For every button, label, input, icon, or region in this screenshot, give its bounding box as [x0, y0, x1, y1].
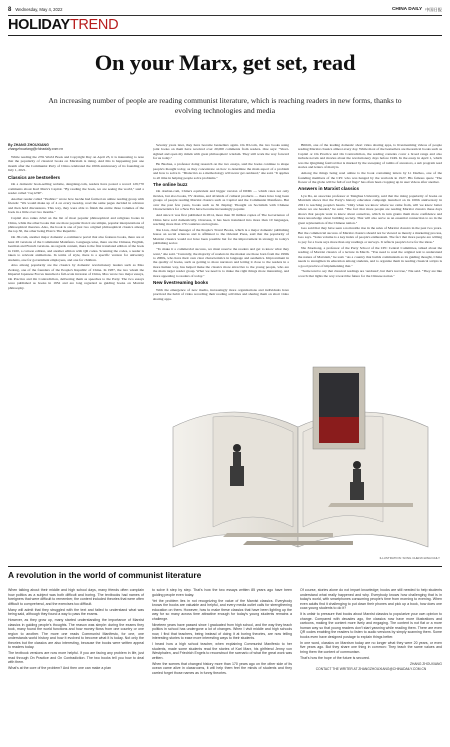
sidebar-column-1: [8, 588, 144, 738]
article-subheading: Answers in Marxist classics: [298, 186, 360, 192]
article-column-1: [8, 143, 144, 548]
section-divider: [8, 35, 442, 36]
article-headline: On your Marx, get set, read: [94, 50, 356, 75]
section-title: [8, 18, 118, 33]
article-column-2: [153, 143, 289, 373]
article-subheading: The online buzz: [153, 182, 188, 188]
article-paragraph: Nie Xiaohong, a professor of the Party School of the CPC Central Committee, talked about the reading of Marxist classics of a lecture in March. "You need to read the original text to understand the nature of Marxism," he said. "As a country that builds communism as its guiding thought, China needs to strengthen its education among students, and to organize them in reading classical scripts is a good practice of implementing that.": [298, 245, 442, 268]
sidebar-paragraph: Yet the problem lies in not recognizing the value of the Marxist classics. Everybody knows the books are valuable and helpful, and every media outlet calls for strengthening education on them. However, how to make these classics that have been lighting up the way for so many across time attractive enough for today's young students remains a challenge.: [152, 598, 292, 621]
sidebar-paragraph: to solve it step by step. That's how the two essays written 85 years ago have been guiding people even today.: [152, 588, 292, 597]
article-paragraph: Xie Lian, chief manager of the People's Travel Books, which is a major domestic publishing house on social sciences and is affiliated to the Oriental Press, said that the popularity of Marxist classics would not have been possible but for the improvement in strategy in today's publishing sector.: [153, 227, 289, 246]
sidebar-paragraph: Nineteen years have passed since I graduated from high school, and the way they teach politics in school has undergone a lot of changes. When I visit middle and high schools now, I find that teachers, being instead of doing it at boring theories, are now telling interesting stories to ease more interesting ways to their students.: [152, 622, 292, 641]
sidebar-paragraph: What's at the core of the problem? And then one can make a plan: [8, 666, 112, 671]
sidebar-paragraph: I heard how a high school teacher, when explaining Communist Manifesto to her students, made some students read the stories of Karl Marx, his girlfriend Jenny von Westphalen, and Friedrich Engels to reconstruct the scenario of what the great work was written.: [152, 642, 292, 660]
sidebar-paragraph: Many will admit that they struggled with the text and failed to understand what was being said, although they found a way to pass the exams.: [8, 607, 144, 617]
page-date: Wednesday, May 4, 2022: [15, 7, 63, 12]
article-paragraph: Among the things being read online is the book containing letters by Li Dazhao, one of the founding members of the CPC who was hanged by the warlords in 1927. His famous quote "The flower of the globe will be full of red flags" has often been cropping up in user videos after another.: [298, 171, 442, 185]
article-paragraph: "Some tend to say that classical readings are 'outdated', but that's not true," Nie said. "They are like a torch that lights the way toward the future for the Chinese nation.": [298, 269, 442, 278]
sidebar-paragraph: In one word, classics on Marxism today are no longer what they were 20 years, or even five years ago. But they share one thing in common: They teach the same values and bring them the content of communism.: [300, 640, 442, 654]
article-paragraph: On douban.com, China's equivalent and bigger version of IMDb — which rates not only movies, but also books, TV dramas, and all kinds of cultural products — there have long been groups of people reading Marxist classics such as Capital and the Communist Manifesto. But over the past few years, books such as Xi Jinping: Thought on Socialism with Chinese Characteristics for a New Era have become increasingly popular.: [153, 189, 289, 212]
sidebar-story: [8, 566, 442, 738]
sidebar-signature: ZHANG ZHOUXIANG: [409, 662, 442, 667]
article-paragraph: On a domestic book-selling website, dangdang.com, readers have posted a record 129,770 comments about Karl Marx's Capital. "By reading the book, we are seeing the world," said a reader called "csq1230".: [8, 182, 144, 196]
article-paragraph: Bilibili, one of the leading domestic short video sharing apps, is livestreaming videos of people reading Marxist classics almost every day. While most of the bestsellers are theoretical books such as Capital or On Practice and On Contradiction, the reading contents cover a broad range and also include novels and movies about the revolutionary days before 1949. In the essay in April 1, which was the Qingming festival that is marked by the sweeping of tombs of ancestors, a sub program read stories and letters of martyrs.: [298, 143, 442, 170]
page-topbar: [8, 5, 442, 14]
article-paragraph: And since it was first published in 2014, more than 30 million copies of The Governance of China have sold domestically. Overseas, it has been translated into more than 10 languages, reaching more than 170 countries and regions.: [153, 213, 289, 227]
article-paragraph: Another reader called "Yeahbro" wrote how he/she had formed an online reading group with friends: "We would make up of 4 on every tuesday, read the same pages decided in advance and then hold discussions. This way, they were able to finish the entire three volumes of the book in a little over two months.": [8, 196, 144, 215]
article-deck: An increasing number of people are reading communist literature, which is reaching readers in new forms, thanks to evolving technologies and media: [48, 96, 402, 115]
illustration-credit: ILLUSTRATION: SONG CHEN/CHINA DAILY: [379, 556, 440, 560]
article-paragraph: Seventy years later, they have become bestsellers again. On JD.com, the two books using joint books on them have received over 20,000 comments from readers. One says: "Short-sighted and open my minds with great philosophers' wisdom. They still work the way forward for us today.": [153, 143, 289, 161]
article-paragraph: Capital also ranks 22nd on the list of most popular philosophical and religious books in China, while the other books that are more popular than it are simple, popular interpretations of philosophical theories. Also, the book is one of just two original philosophical classics among the top 30, the other being Plato's The Republic.: [8, 216, 144, 234]
sidebar-paragraph: The textbook versions are now more helpful. If you are facing any problem in life, just read through On Practice and On Contradiction. The two books tell you how to deal with them.: [8, 651, 144, 665]
sidebar-paragraph: That's how the hope of the future is secured.: [300, 655, 370, 660]
sidebar-paragraph: When the scenes that changed history more than 170 years ago on the other side of its ocean came alive in classrooms, it will help them feel the minds of students and they carried forget those names as in funny theories.: [152, 661, 292, 675]
article-subheading: Classics are bestsellers: [8, 174, 61, 180]
section-title-part1: HOLIDAY: [8, 17, 70, 33]
article-paragraph: With the emergence of new media, increasingly more organizations and individuals have practiced the habit of video recording their reading activities and sharing them on short video sharing apps.: [153, 287, 289, 301]
section-title-part2: TREND: [69, 17, 119, 33]
article-byline: By ZHANG ZHOUXIANG: [8, 143, 49, 147]
sidebar-column-2: [152, 588, 292, 738]
sidebar-column-3: [300, 588, 442, 738]
topbar-divider: [8, 15, 442, 16]
article-paragraph: While reading the 27th World Book and Copyright Day on April 23, it is interesting to note that the popularity of classical books on Marxism is rising. And this is happening just one month after the Communist Party of China celebrated the 100th anniversary of its founding on July 1, 2021.: [8, 154, 144, 173]
page-number: 8: [8, 6, 12, 13]
article-paragraph: "To make it a commercial success, we must reserve the readers and get to know what they want," she said. "Currently, the majority of readers in the market are those born from the 1990s to 2000s, who have their own clear characteristics in language and aesthetics. Improvement in the quality of books, such as getting to more narrators and letting it close to the readers in a more human way, has helped make the classics more attractive to the young people, who are the main target reader group. What we need is to make the right things more interesting, and more appealing to readers of today.": [153, 247, 289, 278]
article-paragraph: Lyu Da, an associate professor at Tsinghua University, said that the rising popularity of books on Marxism shows that the Party's history education campaign launched on its 100th anniversary in 2021 is reaching people's hearts. "Only when we know where we came from, will we know better where we are headed," he said. "The fact that more people are reading Marxist classics these days shows that people want to know about ourselves, which in turn grants them more confidence and more knowledge about building society. That will also serve as an essential connection to us in the great rejuvenation of the Chinese nation.": [298, 193, 442, 225]
article-paragraph: Also among popularity are the classics by domestic revolutionary leaders such as Mao Zedong, one of the founders of the People's Republic of China. In 1987, the two whom the Imperial Japanese Forces launched a full-scale invasion of China, Mao wrote two major essays, On Practice and On Contradiction, delivering them as speeches to the Party. The two essays were published as books in 1952 and are long regarded as guiding books on Marxist philosophy.: [8, 263, 144, 290]
sidebar-paragraph: Of course, stories alone do not impart knowledge; books are still needed to help students understand what really happened and why. Everybody knows how challenging that is in today's world, with smartphones consuming people's time from morning to evening. When even adults find it challenging to put down their phones and pick up a book, how does one coax young students to do it?: [300, 588, 442, 610]
sidebar-divider: [8, 566, 442, 567]
article-subheading: New livestreaming books: [153, 280, 209, 286]
article-paragraph: Gao said that they have seen a noticeable rise in the sales of Marxist classics in the past two years. But the commercial success of Marxist classics should not be viewed as merely a marketing process, Gao says. "Sales volume is a key index of people's enthusiasm. The fact that more people are willing to pay for a book says more than any readings or surveys. It reflects people's love for the ideas.": [298, 226, 442, 244]
sidebar-contact: CONTACT THE WRITER AT ZHANGZHOUXIANG@CHINADAILY.COM.CN: [315, 666, 427, 671]
article-paragraph: He Baohua, a professor doing research on the two essays, said the books continue to shape people's thought today, as they concentrate on how to determine the main aspect of a problem and how to solve it. "Dialectics as a methodology will never get outdated," she said. "It applies to all time in helping people solve problems.": [153, 162, 289, 180]
sidebar-paragraph: It is unfair to pressure that books about Marxist classics to popularize your own opinion to change. Compared with decades ago, the classics now have more illustrations and cartoons, making the content more lively and engaging. The content is not flat or a more human way so that young readers don't start yawning while reading them. There are even QR codes enabling the readers to listen to audio versions by simply scanning them. Some books even have designed postage to explain things better.: [300, 612, 442, 639]
newspaper-name: CHINA DAILY: [391, 7, 423, 12]
article-paragraph: On JD.com, another major domestic e-commerce portal that also features books, there are at least 20 versions of the Communist Manifesto. Language-wise, there are the Chinese, English, German and French versions. As regards content, there is the first translated edition of the book in 1920, a cartoon edition, and another edition with QR codes. Scanning the codes, a reader is taken to relevant animations. In terms of style, there is a specific version for university students, one for government employees, and one for children.: [8, 235, 144, 262]
sidebar-headline: A revolution in the world of communist literature: [8, 570, 202, 580]
sidebar-paragraph: When talking about their middle and high school days, many friends often complain how politics as a subject was both difficult and boring. The textbooks had names of foreigners that were difficult to remember, the content included theories that were often difficult to comprehend, and the exercises too difficult.: [8, 588, 144, 606]
sidebar-paragraph: However, as they grow up, many started understanding the importance of Marxist classics in guiding people's thoughts. The reason was simple: during the exams they took, many found the world functions and how money flows from one country or one region to another. The more one reads Communist Manifesto, for one, one understands world history and how it evolved to become what it is today. Not only the theories but the classics are also interesting, because the books were written appeal to readers today.: [8, 618, 144, 650]
newspaper-name-cn: 中国日报: [425, 6, 442, 12]
book-illustration: [153, 357, 443, 557]
author-email: zhangzhouxiang@chinadaily.com.cn: [8, 147, 63, 152]
